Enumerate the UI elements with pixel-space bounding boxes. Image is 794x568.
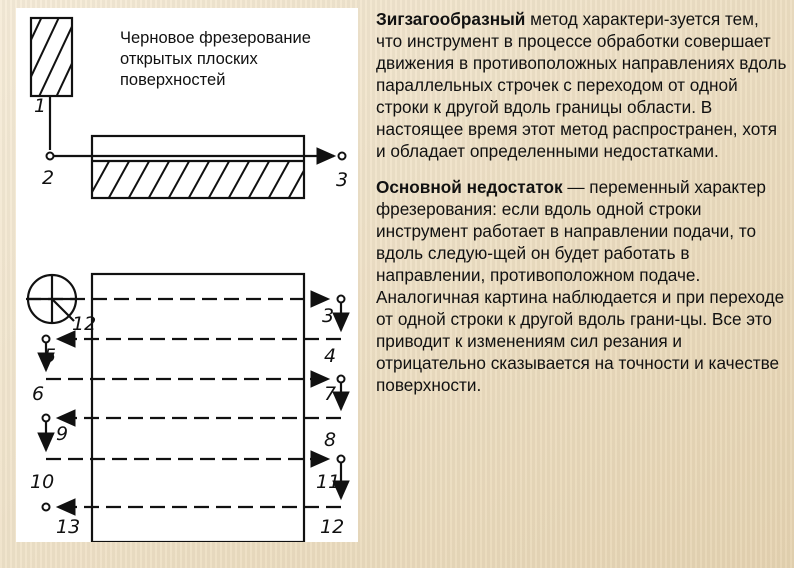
description-text <box>376 8 788 410</box>
milling-figure <box>16 8 358 542</box>
paragraph-1-body: метод характери-зуется тем, что инструмент в процессе обработки совершает движения в противоположных направлениях вдоль параллельных строчек с переходом от одной строки к другой вдоль границы области. В настоящее время этот метод распространен, хотя и обладает определенными недостатками. <box>376 9 787 161</box>
label-13: 13 <box>56 516 81 538</box>
paragraph-zigzag-method <box>376 8 788 162</box>
paragraph-main-drawback <box>376 176 788 396</box>
label-11: 11 <box>316 471 341 493</box>
workpiece-plan <box>92 274 304 542</box>
term-main-drawback: Основной недостаток <box>376 177 563 197</box>
paragraph-2-body: — переменный характер фрезерования: если вдоль одной строки инструмент работает в направлении подачи, то вдоль следую-щей он будет работать в направлении, противоположном подаче. Аналогичная картина наблюдается и при переходе от одной строки к другой вдоль грани-цы. Все это приводит к изменениям сил резания и отрицательно сказывается на точности и качестве поверхности. <box>376 177 785 395</box>
label-3: 3 <box>336 169 349 191</box>
workpiece-hatching <box>86 156 332 203</box>
cutter-tool <box>16 8 91 108</box>
label-2: 2 <box>42 167 55 189</box>
label-6: 6 <box>32 383 45 405</box>
term-zigzag: Зигзагообразный <box>376 9 526 29</box>
end-point <box>339 153 346 160</box>
label-4: 4 <box>324 345 337 367</box>
start-point <box>47 153 54 160</box>
label-7: 7 <box>324 383 337 405</box>
label-9: 9 <box>56 423 69 445</box>
label-1: 1 <box>34 95 47 117</box>
label-10: 10 <box>30 471 55 493</box>
figure-caption: Черновое фрезерование открытых плоских поверхностей <box>120 29 311 89</box>
label-12-bottom: 12 <box>320 516 345 538</box>
label-3-bottom: 3 <box>322 305 335 327</box>
label-5: 5 <box>44 345 57 367</box>
label-12-top: 12 <box>72 313 97 335</box>
label-8: 8 <box>324 429 337 451</box>
workpiece-top <box>92 136 304 198</box>
